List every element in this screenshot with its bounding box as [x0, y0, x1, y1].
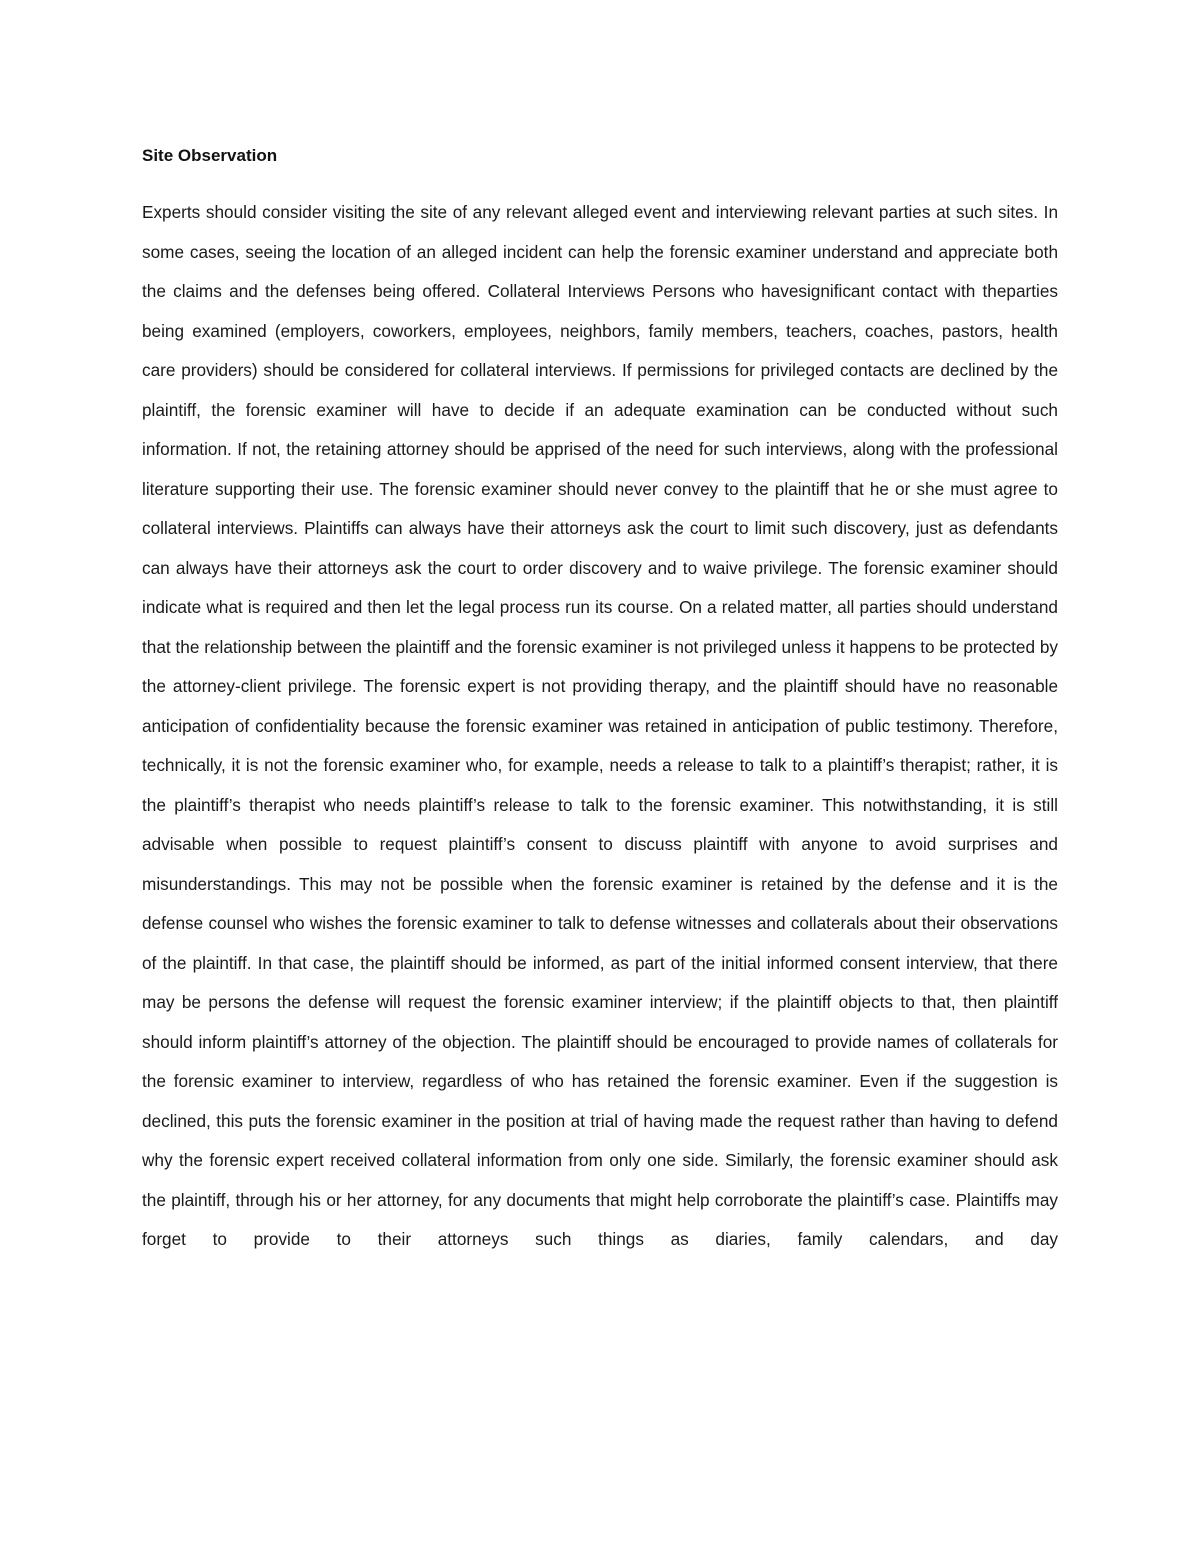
body-paragraph: Experts should consider visiting the site of any relevant alleged event and interviewing relevant parties at such sites. In some cases, seeing the location of an alleged incident can help the forensic examiner understand and appreciate both the claims and the defenses being offered. Collateral Interviews Persons who havesignificant contact with theparties being examined (employers, coworkers, employees, neighbors, family members, teachers, coaches, pastors, health care providers) should be considered for collateral interviews. If permissions for privileged contacts are declined by the plaintiff, the forensic examiner will have to decide if an adequate examination can be conducted without such information. If not, the retaining attorney should be apprised of the need for such interviews, along with the professional literature supporting their use. The forensic examiner should never convey to the plaintiff that he or she must agree to collateral interviews. Plaintiffs can always have their attorneys ask the court to limit such discovery, just as defendants can always have their attorneys ask the court to order discovery and to waive privilege. The forensic examiner should indicate what is required and then let the legal process run its course. On a related matter, all parties should understand that the relationship between the plaintiff and the forensic examiner is not privileged unless it happens to be protected by the attorney-client privilege. The forensic expert is not providing therapy, and the plaintiff should have no reasonable anticipation of confidentiality because the forensic examiner was retained in anticipation of public testimony. Therefore, technically, it is not the forensic examiner who, for example, needs a release to talk to a plaintiff’s therapist; rather, it is the plaintiff’s therapist who needs plaintiff’s release to talk to the forensic examiner. This notwithstanding, it is still advisable when possible to request plaintiff’s consent to discuss plaintiff with anyone to avoid surprises and misunderstandings. This may not be possible when the forensic examiner is retained by the defense and it is the defense counsel who wishes the forensic examiner to talk to defense witnesses and collaterals about their observations of the plaintiff. In that case, the plaintiff should be informed, as part of the initial informed consent interview, that there may be persons the defense will request the forensic examiner interview; if the plaintiff objects to that, then plaintiff should inform plaintiff’s attorney of the objection. The plaintiff should be encouraged to provide names of collaterals for the forensic examiner to interview, regardless of who has retained the forensic examiner. Even if the suggestion is declined, this puts the forensic examiner in the position at trial of having made the request rather than having to defend why the forensic expert received collateral information from only one side. Similarly, the forensic examiner should ask the plaintiff, through his or her attorney, for any documents that might help corroborate the plaintiff’s case. Plaintiffs may forget to provide to their attorneys such things as diaries, family calendars, and day: [142, 202, 1058, 1249]
section-heading: Site Observation: [142, 146, 278, 165]
